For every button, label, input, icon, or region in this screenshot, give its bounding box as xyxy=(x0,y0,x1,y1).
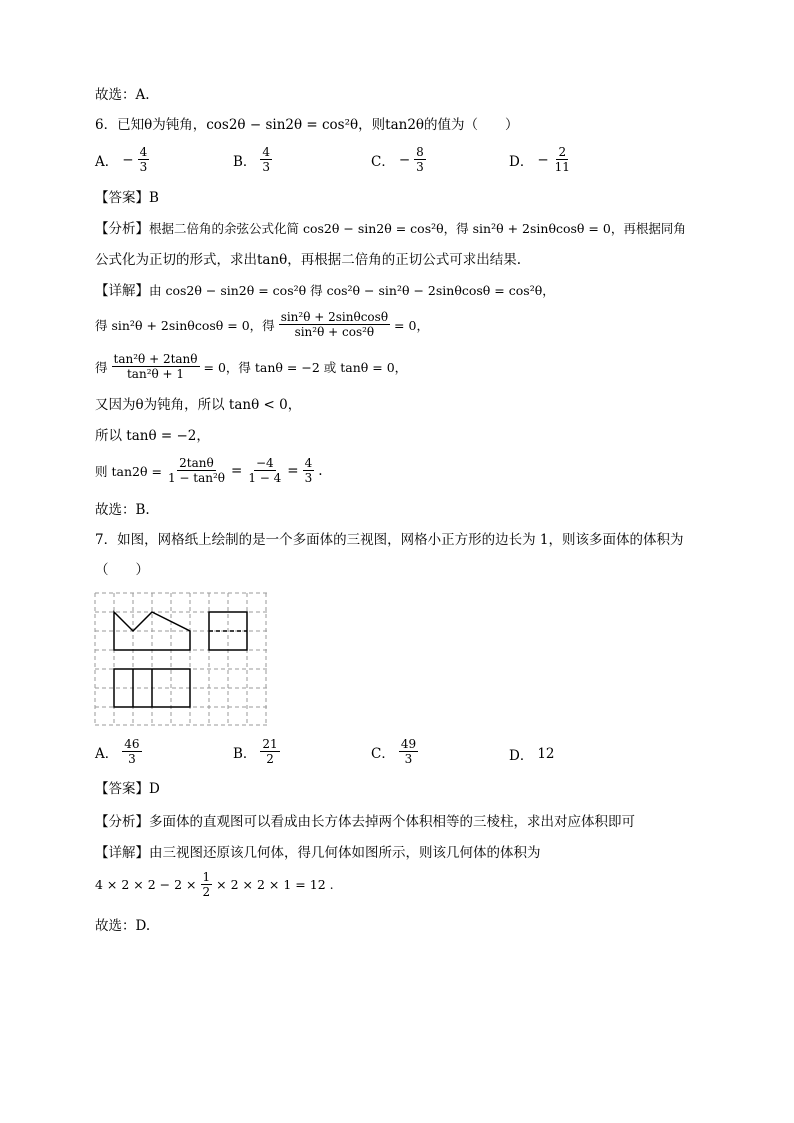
q6-option-b xyxy=(233,145,272,174)
q6-analysis-line-2: 公式化为正切的形式，求出tanθ，再根据二倍角的正切公式可求出结果. xyxy=(95,252,522,268)
detail-fraction: $\frac{2\tan\theta}{\text{1 − tan²θ}}$ xyxy=(167,456,225,485)
q7-select: 故选：D. xyxy=(95,918,151,934)
option-fraction: $\frac{46}{3}$ xyxy=(124,737,140,766)
option-sign: − xyxy=(537,151,549,168)
option-fraction: $\frac{4}{3}$ xyxy=(262,145,271,174)
option-fraction: $\frac{8}{3}$ xyxy=(416,145,424,174)
q6-detail-line-5: 所以 tanθ = −2， xyxy=(95,428,210,444)
detail-fraction: $\frac{4}{3}$ xyxy=(304,456,313,485)
q7-option-a xyxy=(95,737,142,766)
option-fraction: $\frac{49}{3}$ xyxy=(400,737,417,766)
q7-analysis xyxy=(95,813,635,831)
q7-detail-line-1 xyxy=(95,844,541,862)
detail-tag: 【详解】 xyxy=(95,283,149,299)
q6-analysis-line-1 xyxy=(95,220,686,238)
option-label: D． xyxy=(509,748,534,764)
q6-option-d xyxy=(509,145,572,174)
answer-tag: 【答案】 xyxy=(95,781,149,797)
q6-detail-line-4: 又因为θ为钝角，所以 tanθ < 0， xyxy=(95,397,302,413)
detail-fraction: $\frac{\text{sin²θ + 2sinθcosθ}}{\text{sin²θ + cos²θ}}$ xyxy=(280,310,389,339)
q6-detail-line-6: 则 tan2θ = $\frac{2\tan\theta}{\text{1 − tan²θ}}$ = $\frac{-4}{1 - 4}$ = $\frac{4}{3}$ . xyxy=(95,456,323,485)
q7-option-b xyxy=(233,737,280,766)
detail-fraction: $\frac{1}{2}$ xyxy=(202,870,211,899)
q6-option-a xyxy=(95,145,149,174)
option-label: B． xyxy=(233,153,257,170)
option-fraction: $\frac{4}{3}$ xyxy=(139,145,148,174)
option-label: C． xyxy=(371,745,395,762)
option-label: A． xyxy=(95,153,119,170)
option-label: B． xyxy=(233,745,257,762)
q6-detail-line-2: 得 sin²θ + 2sinθcosθ = 0，得 $\frac{\text{sin²θ + 2sinθcosθ}}{\text{sin²θ + cos²θ}}$ = 0， xyxy=(95,310,429,339)
detail-text: 由 cos2θ − sin2θ = cos²θ 得 cos²θ − sin²θ − 2sinθcosθ = cos²θ， xyxy=(149,283,555,298)
analysis-tag: 【分析】 xyxy=(95,814,149,830)
analysis-tag: 【分析】 xyxy=(95,221,149,237)
q7-option-c xyxy=(371,737,418,766)
q7-answer xyxy=(95,780,160,798)
option-fraction: $\frac{21}{2}$ xyxy=(262,737,278,766)
q7-stem-line-1: 7．如图，网格纸上绘制的是一个多面体的三视图，网格小正方形的边长为 1，则该多面体的体积为 xyxy=(95,532,684,548)
option-label: C． xyxy=(371,153,395,170)
analysis-text: 根据二倍角的余弦公式化简 cos2θ − sin2θ = cos²θ，得 sin²θ + 2sinθcosθ = 0，再根据同角 xyxy=(149,221,686,236)
q7-detail-line-2: 4 × 2 × 2 − 2 × $\frac{1}{2}$ × 2 × 2 × 1 = 12 . xyxy=(95,870,334,899)
option-label: A． xyxy=(95,745,119,762)
option-fraction: $\frac{2}{11}$ xyxy=(554,145,570,174)
q7-stem-line-2: （ ） xyxy=(95,562,149,578)
q6-detail-line-3: 得 $\frac{\text{tan²θ + 2tanθ}}{\text{tan²θ + 1}}$ = 0，得 tanθ = −2 或 tanθ = 0， xyxy=(95,352,408,381)
q6-option-c xyxy=(371,145,426,174)
three-view-figure xyxy=(94,592,268,726)
q6-detail-line-1 xyxy=(95,282,555,300)
detail-fraction: $\frac{-4}{1 - 4}$ xyxy=(248,456,282,485)
option-sign: − xyxy=(122,151,134,168)
q5-select: 故选：A. xyxy=(95,87,150,103)
analysis-text: 多面体的直观图可以看成由长方体去掉两个体积相等的三棱柱，求出对应体积即可 xyxy=(149,814,635,830)
answer-tag: 【答案】 xyxy=(95,190,149,206)
detail-text: 由三视图还原该几何体，得几何体如图所示，则该几何体的体积为 xyxy=(149,845,541,861)
option-label: D． xyxy=(509,153,534,170)
q6-answer xyxy=(95,189,159,207)
q7-option-d xyxy=(509,744,555,764)
option-value: 12 xyxy=(537,746,555,762)
detail-fraction: $\frac{\text{tan²θ + 2tanθ}}{\text{tan²θ + 1}}$ xyxy=(113,352,198,381)
answer-value: D xyxy=(149,781,160,797)
option-sign: − xyxy=(398,151,411,168)
grid xyxy=(95,593,267,725)
q6-select: 故选：B. xyxy=(95,502,150,518)
answer-value: B xyxy=(149,190,159,206)
q6-stem: 6．已知θ为钝角，cos2θ − sin2θ = cos²θ，则tan2θ的值为（ ） xyxy=(95,117,519,133)
detail-tag: 【详解】 xyxy=(95,845,149,861)
